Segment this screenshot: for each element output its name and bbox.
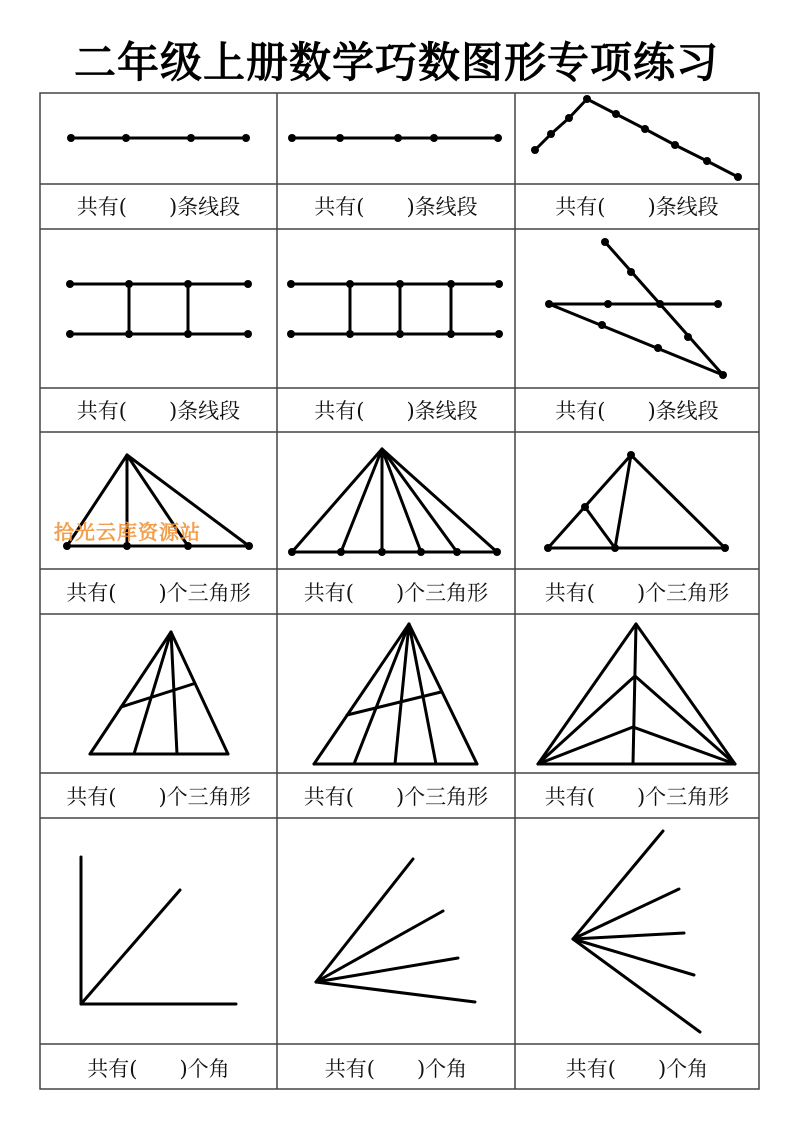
watermark: 拾光云库资源站 xyxy=(54,520,201,544)
figure-triangle-nested-chevrons xyxy=(538,624,735,764)
cell-label: 共有( )条线段 xyxy=(555,195,719,219)
cell-label: 共有( )个角 xyxy=(87,1057,230,1081)
cell-label: 共有( )个角 xyxy=(324,1057,468,1081)
figure-angle-4-rays xyxy=(316,859,475,1002)
point-markers xyxy=(63,95,742,556)
page-title: 二年级上册数学巧数图形专项练习 xyxy=(73,38,719,87)
cell-label: 共有( )个三角形 xyxy=(544,785,730,809)
cell-label: 共有( )条线段 xyxy=(314,399,478,423)
figure-broken-line xyxy=(535,99,738,177)
cell-label: 共有( )个角 xyxy=(565,1057,709,1081)
figure-angle-3-rays xyxy=(81,857,236,1004)
figure-crossing-lines xyxy=(549,242,723,375)
figure-triangle-4-rays-crossline xyxy=(314,624,477,764)
cell-label: 共有( )个三角形 xyxy=(66,581,251,605)
cell-label: 共有( )个三角形 xyxy=(303,785,489,809)
figure-triangle-rays-crossline xyxy=(90,632,228,754)
figure-angle-5-rays xyxy=(573,831,700,1032)
figure-ladder-3-rungs xyxy=(291,284,499,334)
cell-label: 共有( )个三角形 xyxy=(66,785,251,809)
cell-label: 共有( )个三角形 xyxy=(303,581,489,605)
figure-triangle-5-divisions xyxy=(292,449,497,552)
cell-label: 共有( )条线段 xyxy=(76,399,241,423)
figure-ladder-2-rungs xyxy=(70,284,248,334)
cell-label: 共有( )个三角形 xyxy=(544,581,730,605)
cell-label: 共有( )条线段 xyxy=(555,399,719,423)
cell-label: 共有( )条线段 xyxy=(314,195,478,219)
figure-triangle-inner-split xyxy=(548,455,725,548)
cell-label: 共有( )条线段 xyxy=(76,195,241,219)
